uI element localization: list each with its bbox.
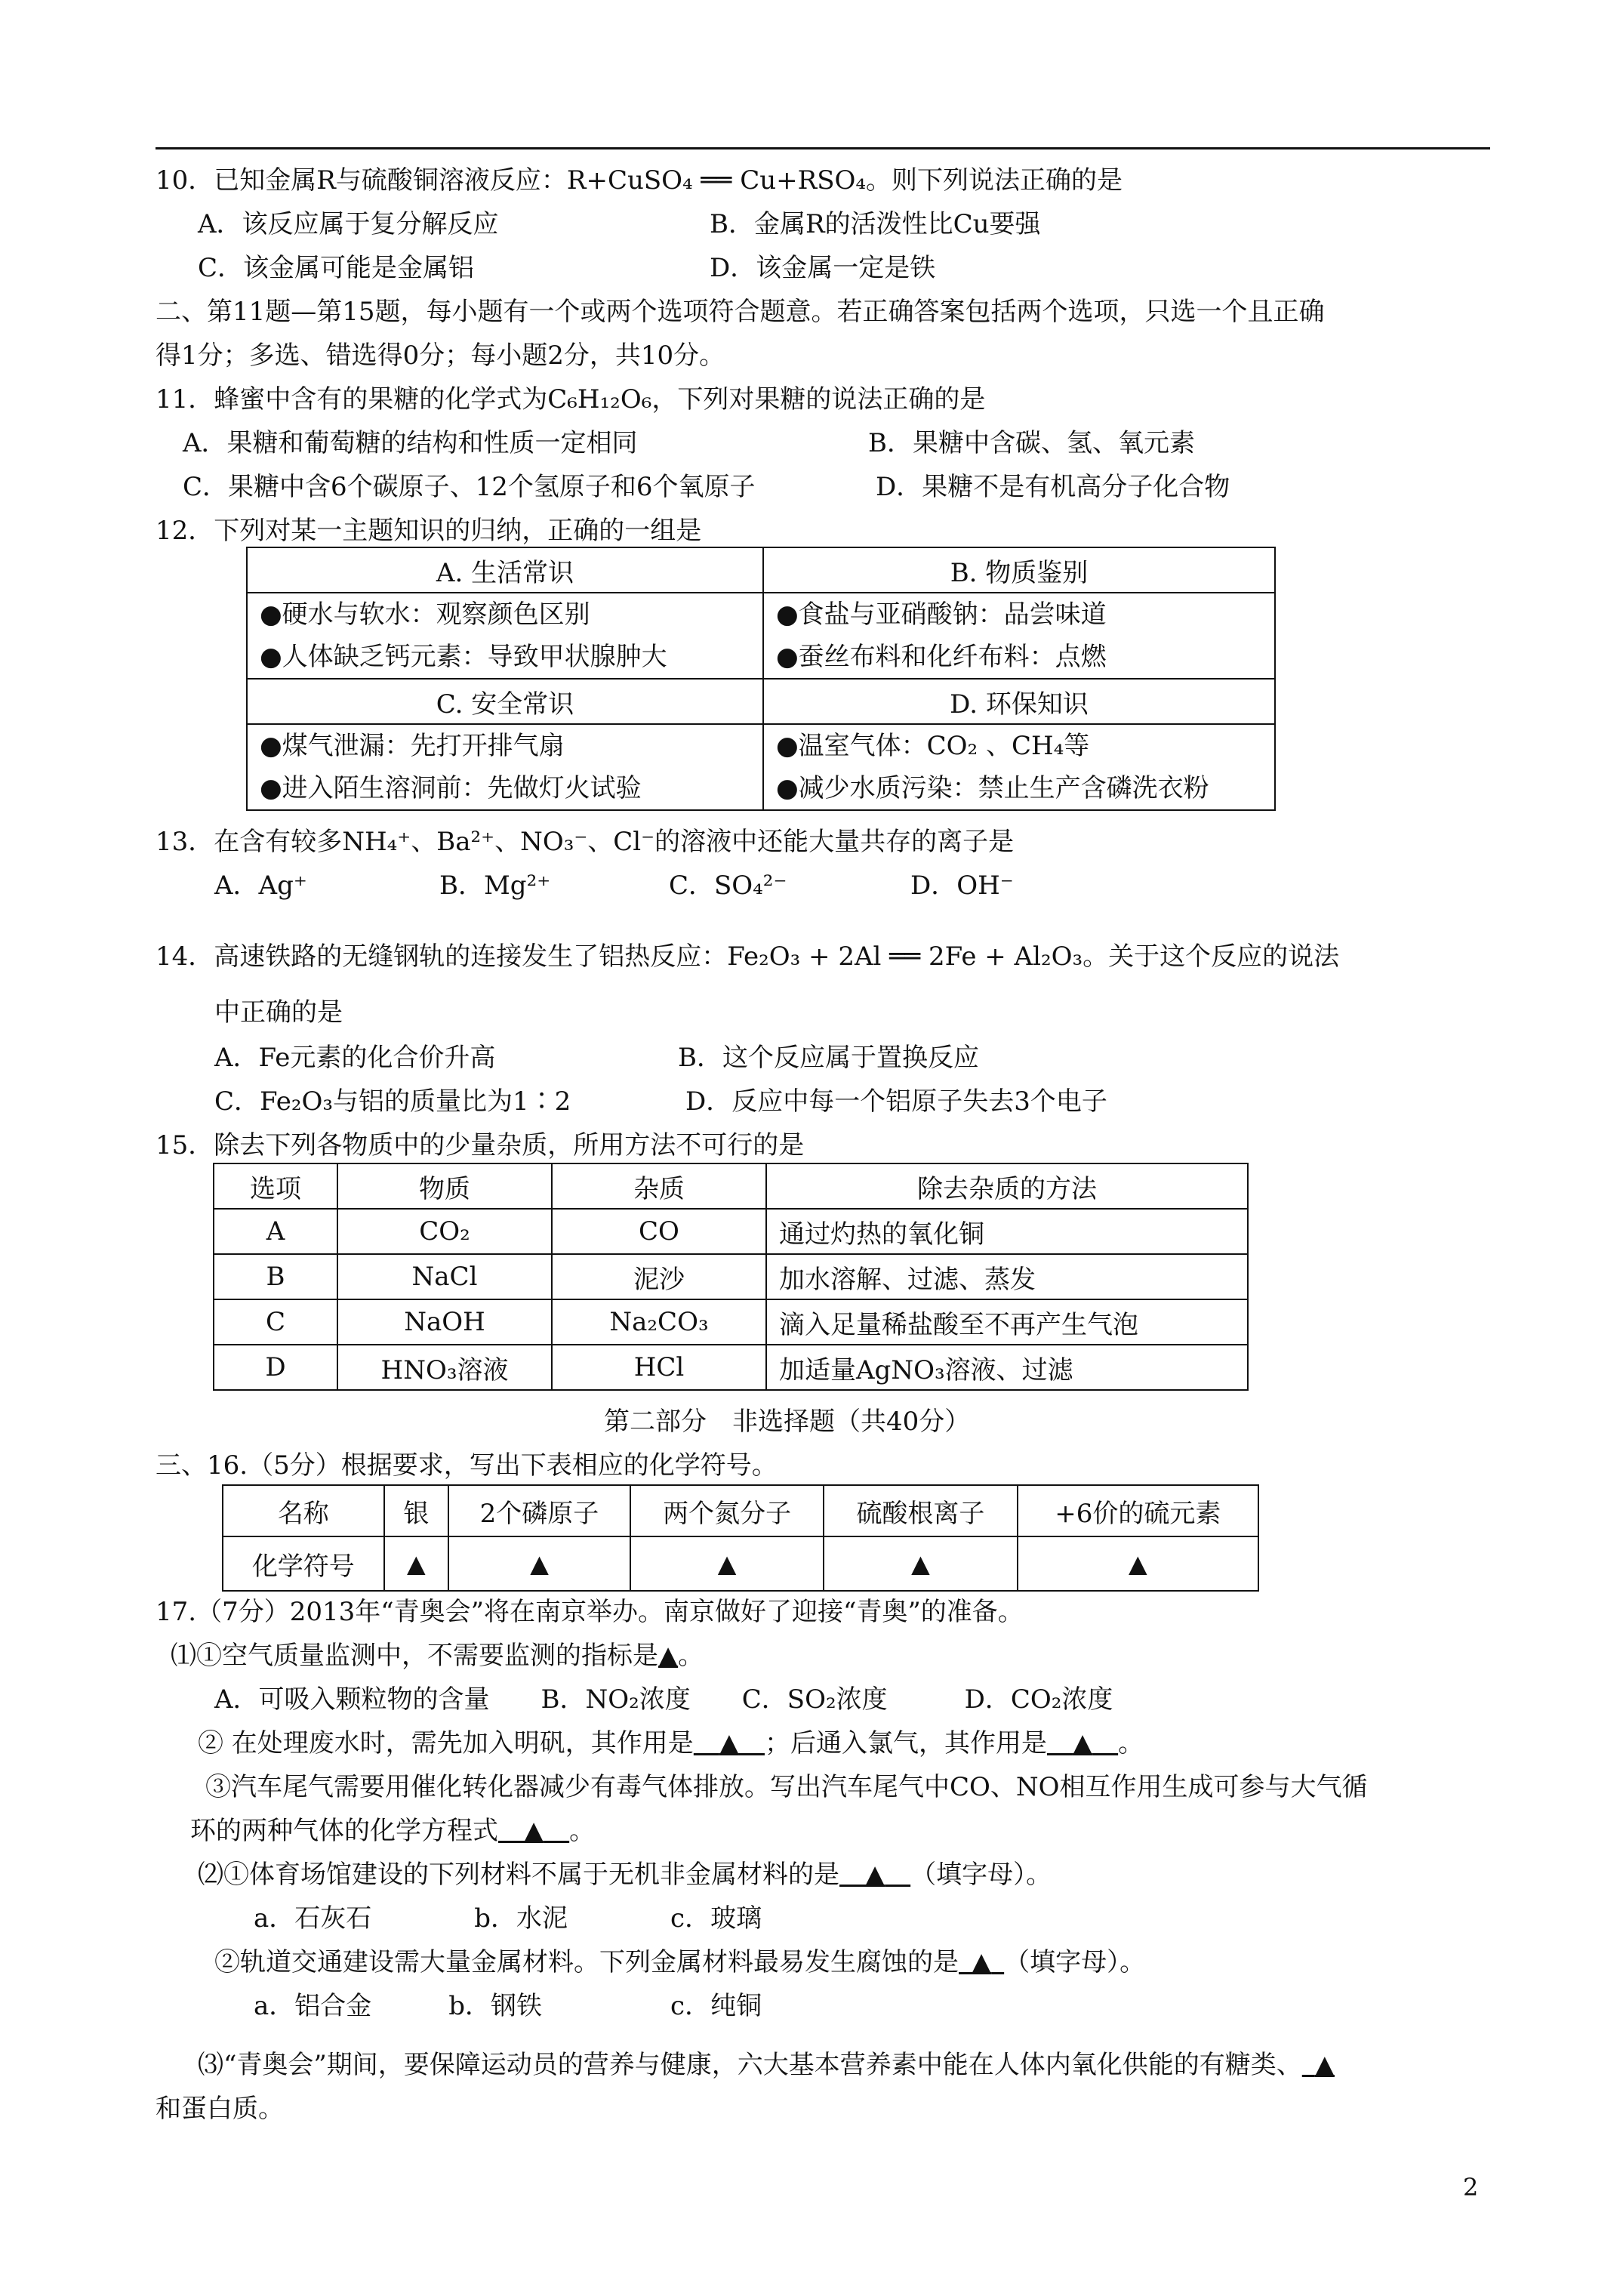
q10-option-c: C．该金属可能是金属铝 [198, 253, 475, 283]
q10-option-d: D．该金属一定是铁 [710, 253, 936, 283]
q17-part1b [198, 1726, 1144, 1761]
table-row [214, 1254, 1248, 1299]
q16-col-phosphorus: 2个磷原子 [448, 1485, 630, 1536]
q12-b-item1: ●食盐与亚硝酸钠：品尝味道 [776, 599, 1107, 630]
q12-stem: 12．下列对某一主题知识的归纳，正确的一组是 [156, 516, 702, 546]
q16-stem: 三、16.（5分）根据要求，写出下表相应的化学符号。 [156, 1450, 778, 1481]
q12-d-content [763, 724, 1275, 810]
q11-stem: 11．蜂蜜中含有的果糖的化学式为C₆H₁₂O₆，下列对果糖的说法正确的是 [156, 384, 986, 415]
q13-stem: 13．在含有较多NH₄⁺、Ba²⁺、NO₃⁻、Cl⁻的溶液中还能大量共存的离子是 [156, 827, 1015, 857]
q17-part1c-text: 环的两种气体的化学方程式 [190, 1816, 498, 1846]
answer-blank: ▲ [1314, 2050, 1335, 2080]
q17-part1a-text: ⑴①空气质量监测中，不需要监测的指标是 [171, 1641, 658, 1671]
q17-part2b-options: a．铝合金 b．钢铁 c．纯铜 [254, 1991, 762, 2021]
q15-cell: NaOH [337, 1299, 552, 1345]
q17-part3-line1 [198, 2048, 1335, 2082]
q17-part1a [171, 1638, 704, 1673]
q17-stem: 17.（7分）2013年“青奥会”将在南京举办。南京做好了迎接“青奥”的准备。 [156, 1597, 1024, 1627]
q15-cell: B [214, 1254, 337, 1299]
answer-blank: ▲ [524, 1816, 544, 1846]
q12-d-item1: ●温室气体：CO₂ 、CH₄等 [776, 731, 1090, 761]
answer-blank-triangle: ▲ [1018, 1536, 1258, 1591]
table-row [214, 1209, 1248, 1254]
q15-cell: HCl [552, 1345, 766, 1390]
q15-stem: 15．除去下列各物质中的少量杂质，所用方法不可行的是 [156, 1130, 805, 1160]
q17-part3-text: ⑶“青奥会”期间，要保障运动员的营养与健康，六大基本营养素中能在人体内氧化供能的有糖类、 [198, 2050, 1302, 2080]
table-row [214, 1299, 1248, 1345]
q15-cell: D [214, 1345, 337, 1390]
q11-option-c: C．果糖中含6个碳原子、12个氢原子和6个氧原子 [183, 472, 756, 502]
q15-cell: 加水溶解、过滤、蒸发 [766, 1254, 1248, 1299]
q15-cell: NaCl [337, 1254, 552, 1299]
q17-part1b-text1: ② 在处理废水时，需先加入明矾，其作用是 [198, 1728, 694, 1758]
q13-option-a: A．Ag⁺ [214, 871, 307, 901]
q17-part1c-line2 [190, 1814, 595, 1848]
q15-header-option: 选项 [214, 1163, 337, 1209]
q12-c-item1: ●煤气泄漏：先打开排气扇 [260, 731, 565, 761]
q15-cell: A [214, 1209, 337, 1254]
q11-option-d: D．果糖不是有机高分子化合物 [876, 472, 1230, 502]
q15-cell: 通过灼热的氧化铜 [766, 1209, 1248, 1254]
q12-b-header: B. 物质鉴别 [763, 547, 1275, 593]
q17-part3-line2: 和蛋白质。 [156, 2094, 284, 2124]
q16-col-sulfate: 硫酸根离子 [824, 1485, 1017, 1536]
q15-cell: 加适量AgNO₃溶液、过滤 [766, 1345, 1248, 1390]
answer-blank: ▲ [658, 1641, 679, 1671]
q15-cell: 泥沙 [552, 1254, 766, 1299]
q12-d-header: D. 环保知识 [763, 679, 1275, 724]
q16-col-nitrogen: 两个氮分子 [630, 1485, 824, 1536]
q17-part2a-end: （填字母）。 [910, 1860, 1052, 1890]
answer-blank: ▲ [719, 1728, 739, 1758]
q16-col-sulfur: +6价的硫元素 [1018, 1485, 1258, 1536]
part2-heading: 第二部分 非选择题（共40分） [604, 1407, 971, 1437]
q15-cell: 滴入足量稀盐酸至不再产生气泡 [766, 1299, 1248, 1345]
q13-option-d: D．OH⁻ [910, 871, 1014, 901]
q14-stem-line1: 14．高速铁路的无缝钢轨的连接发生了铝热反应：Fe₂O₃ + 2Al ══ 2Fe + Al₂O₃。关于这个反应的说法 [156, 942, 1340, 972]
answer-blank: ▲ [1072, 1728, 1093, 1758]
q12-b-item2: ●蚕丝布料和化纤布料：点燃 [776, 642, 1107, 672]
q12-b-content [763, 593, 1275, 679]
q11-option-b: B．果糖中含碳、氢、氧元素 [868, 428, 1195, 458]
section2-instructions-line1: 二、第11题—第15题，每小题有一个或两个选项符合题意。若正确答案包括两个选项，只选一个且正确 [156, 297, 1325, 327]
q15-header-method: 除去杂质的方法 [766, 1163, 1248, 1209]
q13-option-b: B．Mg²⁺ [439, 871, 551, 901]
q15-cell: CO [552, 1209, 766, 1254]
q15-cell: C [214, 1299, 337, 1345]
q17-part2a-text: ⑵①体育场馆建设的下列材料不属于无机非金属材料的是 [198, 1860, 839, 1890]
q14-option-b: B．这个反应属于置换反应 [678, 1043, 979, 1073]
q16-symbol-label: 化学符号 [223, 1536, 384, 1591]
q13-option-c: C．SO₄²⁻ [669, 871, 787, 901]
q17-part1b-text3: 。 [1118, 1728, 1144, 1758]
q12-a-header: A. 生活常识 [247, 547, 763, 593]
q17-part1c-end: 。 [569, 1816, 596, 1846]
q12-a-item2: ●人体缺乏钙元素：导致甲状腺肿大 [260, 642, 667, 672]
q16-name-label: 名称 [223, 1485, 384, 1536]
q12-c-header: C. 安全常识 [247, 679, 763, 724]
q14-option-d: D．反应中每一个铝原子失去3个电子 [685, 1086, 1107, 1117]
q17-part2a-options: a．石灰石 b．水泥 c．玻璃 [254, 1903, 762, 1934]
page-number: 2 [1463, 2173, 1479, 2202]
answer-blank: ▲ [865, 1860, 885, 1890]
q10-option-a: A．该反应属于复分解反应 [198, 209, 499, 239]
answer-blank-triangle: ▲ [384, 1536, 448, 1591]
q16-table [222, 1484, 1259, 1592]
q15-table [213, 1163, 1249, 1391]
answer-blank: ▲ [972, 1947, 992, 1977]
q17-part1a-end: 。 [678, 1641, 704, 1671]
q17-part2b-text: ②轨道交通建设需大量金属材料。下列金属材料最易发生腐蚀的是 [214, 1947, 959, 1977]
q14-option-c: C．Fe₂O₃与铝的质量比为1∶2 [214, 1086, 571, 1117]
q15-header-impurity: 杂质 [552, 1163, 766, 1209]
q17-part1a-options: A．可吸入颗粒物的含量 B．NO₂浓度 C．SO₂浓度 D．CO₂浓度 [214, 1684, 1113, 1715]
q12-table [246, 547, 1276, 811]
q14-stem-line2: 中正确的是 [214, 997, 343, 1028]
q17-part1b-text2: ；后通入氯气，其作用是 [764, 1728, 1047, 1758]
q15-cell: Na₂CO₃ [552, 1299, 766, 1345]
q12-a-item1: ●硬水与软水：观察颜色区别 [260, 599, 590, 630]
answer-blank-triangle: ▲ [448, 1536, 630, 1591]
q10-stem: 10．已知金属R与硫酸铜溶液反应：R+CuSO₄ ══ Cu+RSO₄。则下列说法正确的是 [156, 165, 1123, 196]
q11-option-a: A．果糖和葡萄糖的结构和性质一定相同 [183, 428, 638, 458]
q17-part2b-end: （填字母）。 [1004, 1947, 1146, 1977]
q17-part2b [214, 1945, 1145, 1980]
q17-part1c-line1: ③汽车尾气需要用催化转化器减少有毒气体排放。写出汽车尾气中CO、NO相互作用生成可参与大气循 [205, 1772, 1368, 1802]
q12-c-item2: ●进入陌生溶洞前：先做灯火试验 [260, 773, 642, 803]
answer-blank-triangle: ▲ [824, 1536, 1017, 1591]
answer-blank-triangle: ▲ [630, 1536, 824, 1591]
q12-a-content [247, 593, 763, 679]
q16-col-silver: 银 [384, 1485, 448, 1536]
table-row [214, 1345, 1248, 1390]
q12-c-content [247, 724, 763, 810]
q17-part2a [198, 1857, 1052, 1892]
q15-cell: CO₂ [337, 1209, 552, 1254]
q15-header-substance: 物质 [337, 1163, 552, 1209]
header-rule [156, 147, 1490, 149]
q10-option-b: B．金属R的活泼性比Cu要强 [710, 209, 1041, 239]
q14-option-a: A．Fe元素的化合价升高 [214, 1043, 496, 1073]
q15-cell: HNO₃溶液 [337, 1345, 552, 1390]
section2-instructions-line2: 得1分；多选、错选得0分；每小题2分，共10分。 [156, 341, 725, 371]
q12-d-item2: ●减少水质污染：禁止生产含磷洗衣粉 [776, 773, 1209, 803]
